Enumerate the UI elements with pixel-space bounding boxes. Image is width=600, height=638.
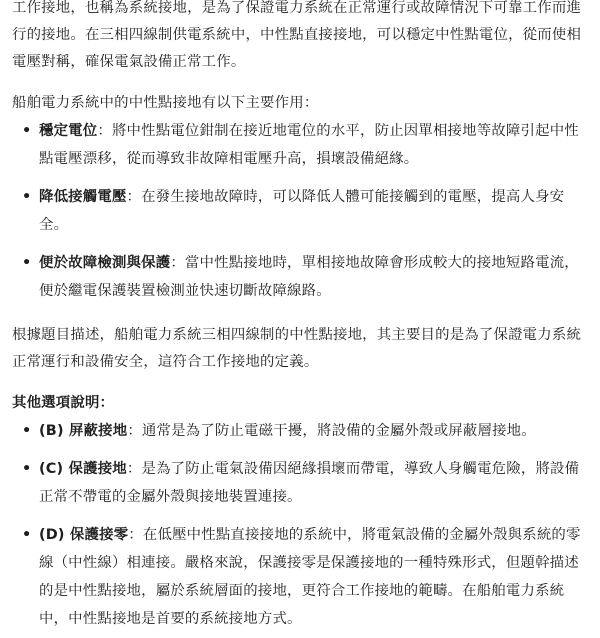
bullet-icon: • xyxy=(22,423,32,439)
term-separator: ： xyxy=(97,123,112,139)
bullet-icon: • xyxy=(22,527,32,543)
item-description: 在低壓中性點直接接地的系統中，將電氣設備的金屬外殼與系統的零線（中性線）相連接。嚴格來說，保護接零是保護接地的一種特殊形式，但題幹描述的是中性點接地，屬於系統層面的接地，更符合工作接地的範疇。在船舶電力系統中，中性點接地是首要的系統接地方式。 xyxy=(39,527,581,627)
bold-term: 屏蔽接地 xyxy=(68,423,128,439)
bold-term: 降低接觸電壓 xyxy=(39,189,127,205)
option-prefix: (D) xyxy=(39,527,70,543)
list-item xyxy=(12,183,589,239)
functions-lead: 船舶電力系統中的中性點接地有以下主要作用： xyxy=(12,95,319,111)
intro-paragraph: 工作接地，也稱為系統接地，是為了保證電力系統在正常運行或故障情況下可靠工作而進行的接地。在三相四線制供電系統中，中性點直接接地，可以穩定中性點電位，從而使相電壓對稱，確保電氣設備正常工作。 xyxy=(12,0,582,70)
term-separator: ： xyxy=(126,189,142,205)
options-list xyxy=(12,417,589,633)
term-separator: ： xyxy=(127,423,142,439)
term-separator: ： xyxy=(170,255,185,271)
term-separator: ： xyxy=(126,461,142,477)
bullet-icon: • xyxy=(22,123,32,139)
item-description: 當中性點接地時，單相接地故障會形成較大的接地短路電流，便於繼電保護裝置檢測並快速切斷故障線路。 xyxy=(39,255,579,299)
option-prefix: (C) xyxy=(39,461,69,477)
bullet-icon: • xyxy=(22,189,32,205)
item-description: 在發生接地故障時，可以降低人體可能接觸到的電壓，提高人身安全。 xyxy=(39,189,565,233)
list-item xyxy=(12,117,589,173)
item-description: 是為了防止電氣設備因絕緣損壞而帶電，導致人身觸電危險，將設備正常不帶電的金屬外殼與接地裝置連接。 xyxy=(39,461,580,505)
bullet-icon: • xyxy=(22,255,32,271)
bold-term: 便於故障檢測與保護 xyxy=(39,255,171,271)
bold-term: 保護接零 xyxy=(69,527,129,543)
bullet-icon: • xyxy=(22,461,32,477)
bold-term: 保護接地 xyxy=(68,461,127,477)
item-description: 通常是為了防止電磁干擾，將設備的金屬外殼或屏蔽層接地。 xyxy=(141,423,536,439)
bold-term: 穩定電位 xyxy=(39,123,98,139)
item-description: 將中性點電位鉗制在接近地電位的水平，防止因單相接地等故障引起中性點電壓漂移，從而導致非故障相電壓升高，損壞設備絕緣。 xyxy=(39,123,579,167)
list-item xyxy=(12,249,589,305)
option-prefix: (B) xyxy=(39,423,69,439)
conclusion-paragraph: 根據題目描述，船舶電力系統三相四線制的中性點接地，其主要目的是為了保證電力系統正常運行和設備安全，這符合工作接地的定義。 xyxy=(12,327,582,370)
options-heading: 其他選項說明： xyxy=(12,395,115,411)
list-item xyxy=(12,521,589,633)
functions-list xyxy=(12,117,589,305)
list-item xyxy=(12,417,589,445)
list-item xyxy=(12,455,589,511)
term-separator: ： xyxy=(128,527,143,543)
